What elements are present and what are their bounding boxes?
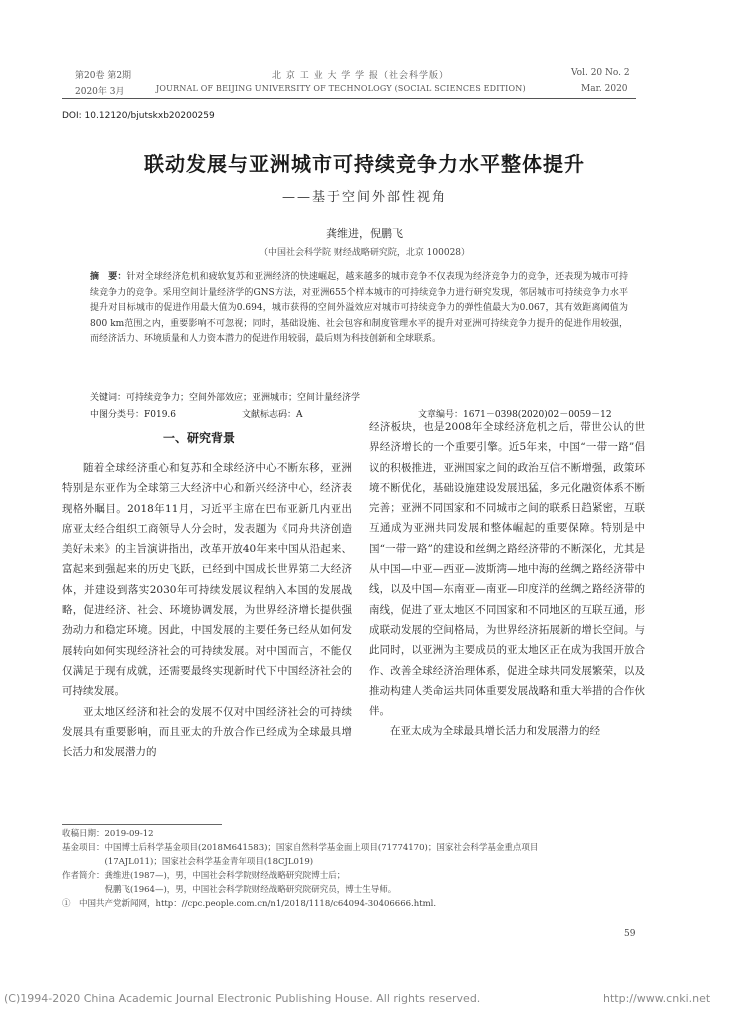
- article-title: 联动发展与亚洲城市可持续竞争力水平整体提升: [144, 152, 585, 176]
- abstract-label: 摘 要：: [90, 272, 127, 282]
- article-number: 文章编号：1671－0398(2020)02－0059－12: [418, 410, 612, 420]
- copyright-notice: (C)1994-2020 China Academic Journal Electronic Publishing House. All rights reserved.: [4, 992, 481, 1005]
- footnote-funding-cont: (17AJL011)；国家社会科学基金青年项目(18CJL019): [62, 857, 314, 867]
- section-heading: 一、研究背景: [163, 431, 236, 445]
- keywords: 关键词：可持续竞争力；空间外部效应；亚洲城市；空间计量经济学: [90, 393, 361, 403]
- article-subtitle: ——基于空间外部性视角: [281, 190, 447, 205]
- footnotes: [62, 827, 662, 911]
- header-journal-cn: 北 京 工 业 大 学 学 报（社会科学版）: [272, 71, 450, 81]
- header-journal-en: JOURNAL OF BEIJING UNIVERSITY OF TECHNOLOGY (SOCIAL SCIENCES EDITION): [156, 84, 526, 93]
- left-paragraph-2: 亚太地区经济和社会的发展不仅对中国经济社会的可持续发展具有重要影响，而且亚太的升放合作已经成为全球最具增长活力和发展潜力的: [62, 705, 352, 759]
- left-column: [62, 458, 352, 818]
- footnote-funding: 基金项目：中国博士后科学基金项目(2018M641583)；国家自然科学基金面上项目(71774170)；国家社会科学基金重点项目: [62, 843, 539, 853]
- footnote-rule: [62, 824, 222, 825]
- doi: DOI: 10.12120/bjutskxb20200259: [62, 111, 215, 121]
- footnote-author-2: 倪鹏飞(1964—)，男，中国社会科学院财经战略研究院研究员，博士生导师。: [62, 885, 397, 895]
- right-paragraph-2: 在亚太成为全球最具增长活力和发展潜力的经: [390, 725, 600, 738]
- header-date-cn: 2020年 3月: [75, 87, 125, 97]
- header-volume-en: Vol. 20 No. 2: [571, 68, 630, 78]
- abstract-text: 针对全球经济危机和疲软复苏和亚洲经济的快速崛起，越来越多的城市竞争不仅表现为经济竞争力的竞争，还表现为城市可持续竞争力的竞争。采用空间计量经济学的GNS方法，对亚洲655个样本城市的可持续竞争力进行研究发现，邻居城市可持续竞争力水平提升对目标城市的促进作用最大值为0.694，城市获得的空间外溢效应对城市可持续竞争力的弹性值最大为0.067，其有效距离阈值为800 km范围之内，重要影响不可忽视；同时，基础设施、社会包容和制度管理水平的提升对亚洲可持续竞争力提升的促进作用较强，而经济活力、环境质量和人力资本潜力的促进作用较弱，最后则为科技创新和全球联系。: [90, 272, 628, 344]
- header-issue-cn: 第20卷 第2期: [75, 71, 132, 81]
- header-date-en: Mar. 2020: [581, 84, 628, 94]
- clc-number: 中图分类号：F019.6: [90, 410, 177, 420]
- abstract: [90, 270, 628, 348]
- footnote-received: 收稿日期：2019-09-12: [62, 829, 154, 839]
- right-column: [369, 417, 645, 817]
- authors: 龚维进，倪鹏飞: [326, 227, 403, 240]
- footnote-source: ① 中国共产党新闻网，http：//cpc.people.com.cn/n1/2018/1118/c64094-30406666.html.: [62, 899, 437, 909]
- affiliation: （中国社会科学院 财经战略研究院，北京 100028）: [258, 248, 471, 258]
- page-number: 59: [624, 929, 636, 939]
- cnki-url: http://www.cnki.net: [603, 992, 711, 1005]
- header-rule: [62, 98, 636, 99]
- footnote-author-1: 作者简介：龚维进(1987—)，男，中国社会科学院财经战略研究院博士后；: [62, 871, 346, 881]
- left-paragraph-1: 随着全球经济重心和复苏和全球经济中心不断东移，亚洲特别是东亚作为全球第三大经济中心和新兴经济中心，经济表现格外瞩目。2018年11月，习近平主席在巴布亚新几内亚出席亚太经合组织工商领导人分会时，发表题为《同舟共济创造美好未来》的主旨演讲指出，改革开放40年来中国从沿起来、富起来到强起来的历史飞跃，已经到中国成长世界第二大经济体，并建设到落实2030年可持续发展议程纳入本国的发展战略，促进经济、社会、环境协调发展，为世界经济增长提供强劲动力和稳定环境。因此，中国发展的主要任务已经从如何发展转向如何实现经济社会的可持续发展。对中国而言，不能仅仅满足于现有成就，还需要最终实现新时代下中国经济社会的可持续发展。: [62, 462, 352, 698]
- document-code: 文献标志码：A: [242, 410, 303, 420]
- right-paragraph-1: 经济板块，也是2008年全球经济危机之后，带世公认的世界经济增长的一个重要引擎。近5年来，中国“一带一路”倡议的积极推进，亚洲国家之间的政治互信不断增强，政策环境不断优化，基础设施建设发展迅猛，多元化融资体系不断完善；亚洲不同国家和不同城市之间的联系日趋紧密，互联互通成为亚洲共同发展和整体崛起的重要保障。特别是中国“一带一路”的建设和丝绸之路经济带的不断深化，尤其是从中国—中亚—西亚—波斯湾—地中海的丝绸之路经济带中线，以及中国—东南亚—南亚—印度洋的丝绸之路经济带的南线，促进了亚太地区不同国家和不同地区的互联互通，形成联动发展的空间格局，为世界经济拓展新的增长空间。与此同时，以亚洲为主要成员的亚太地区正在成为我国开放合作、改善全球经济治理体系，促进全球共同发展繁荣，以及推动构建人类命运共同体重要发展战略和重大举措的合作伙伴。: [369, 421, 645, 718]
